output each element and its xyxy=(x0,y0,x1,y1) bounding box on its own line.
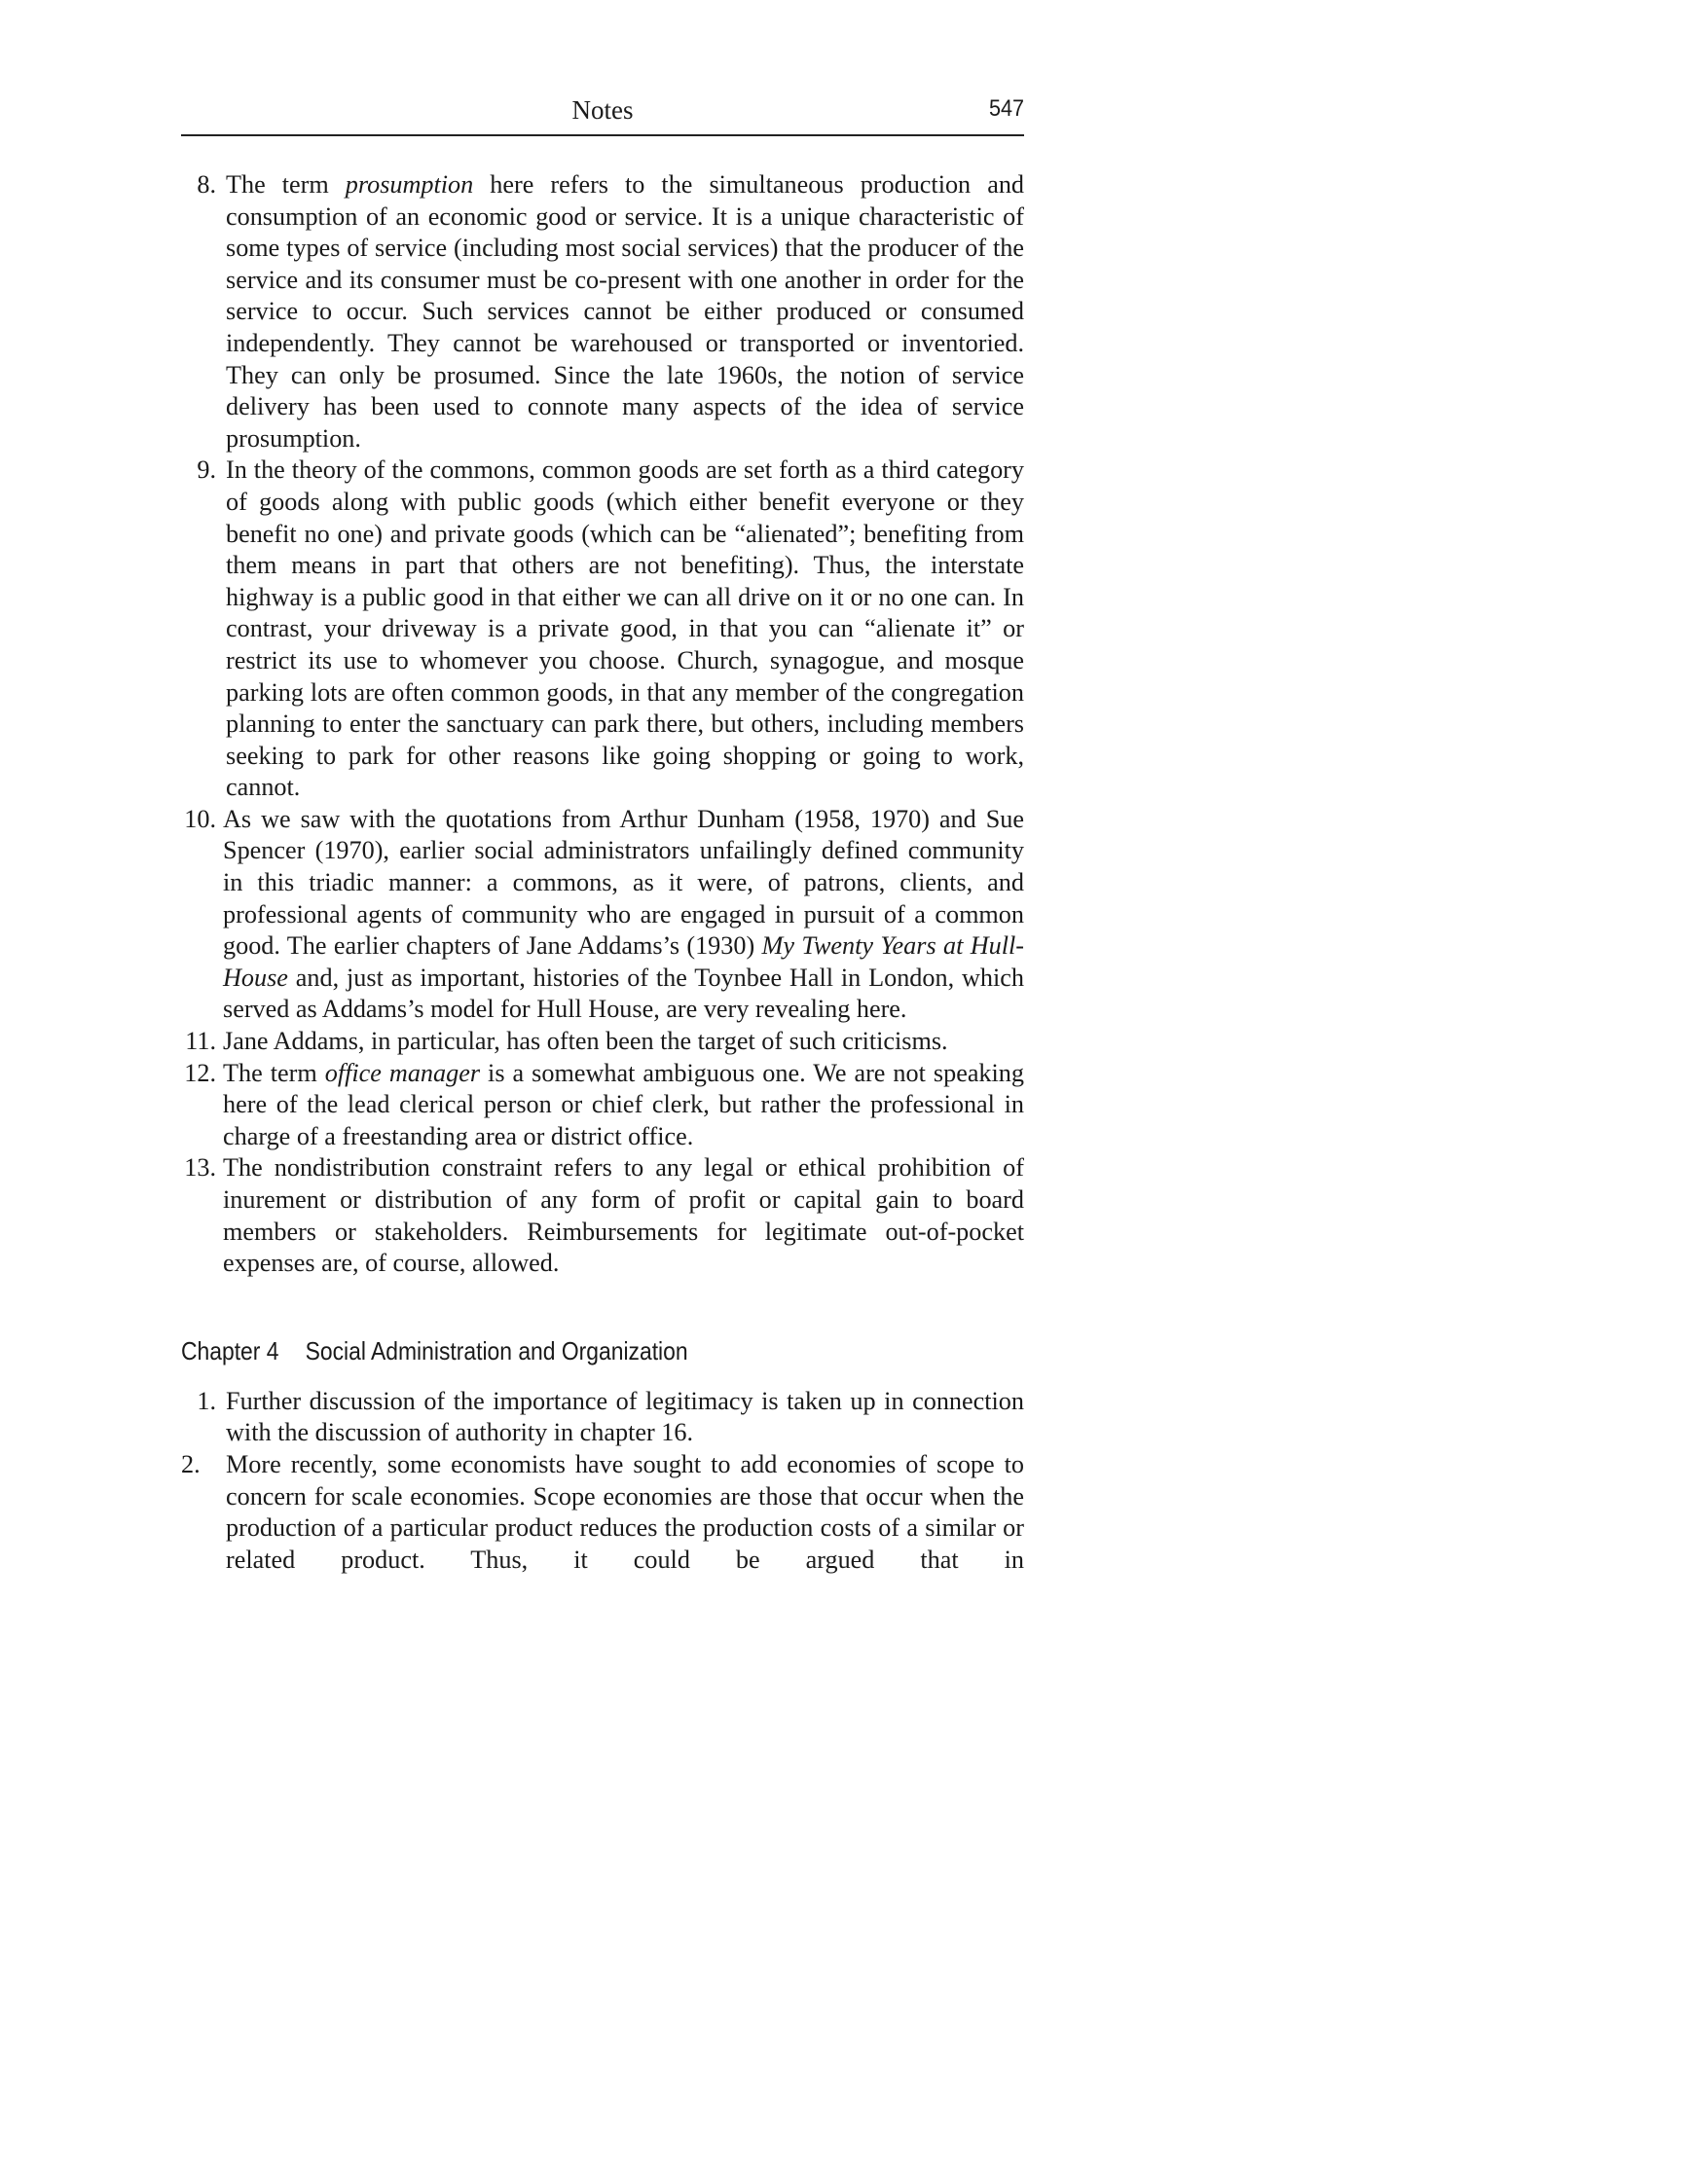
footnote-text xyxy=(226,170,1024,453)
footnote-number: 1. xyxy=(197,1386,216,1415)
page-number: 547 xyxy=(988,95,1024,122)
chapter-number: Chapter 4 xyxy=(181,1335,279,1365)
footnote-number: 8. xyxy=(197,170,216,199)
notes-list-chapter-4 xyxy=(181,1386,1024,1577)
footnote xyxy=(181,1026,1024,1058)
footnote-number: 13. xyxy=(184,1153,216,1183)
footnote xyxy=(181,804,1024,1026)
chapter-heading xyxy=(181,1336,923,1366)
footnote-text xyxy=(226,1450,1024,1574)
text-run: Jane Addams, in particular, has often been the target of such criticisms. xyxy=(223,1027,948,1056)
text-run: is a somewhat ambiguous one. We are not speaking here of the lead clerical person or chief clerk, but rather the professional in charge of a freestanding area or district office. xyxy=(223,1058,1024,1150)
italic-term: office manager xyxy=(324,1058,481,1087)
page xyxy=(181,93,1024,1576)
footnote xyxy=(181,169,1024,455)
text-run: The term xyxy=(223,1058,325,1087)
text-run: More recently, some economists have sought to add economies of scope to concern for scale economies. Scope economies are those that occur when the production of a particular product reduces the production costs of a similar or related product. Thus, it could be argued that in xyxy=(226,1449,1024,1574)
text-run: The nondistribution constraint refers to any legal or ethical prohibition of inurement or distribution of any form of profit or capital gain to board members or stakeholders. Reimbursements for legitimate out-of-pocket expenses are, of course, allowed. xyxy=(223,1153,1024,1278)
page-title: Notes xyxy=(571,95,634,125)
footnote-text xyxy=(223,1027,948,1055)
text-run: In the theory of the commons, common goods are set forth as a third category of goods along with public goods (which either benefit everyone or they benefit no one) and private goods (which can be “alienated”; benefiting from them means in part that others are not benefiting). Thus, the interstate highway is a public good in that either we can all drive on it or no one can. In contrast, your driveway is a private good, in that you can “alienate it” or restrict its use to whomever you choose. Church, synagogue, and mosque parking lots are often common goods, in that any member of the congregation planning to enter the sanctuary can park there, but others, including members seeking to park for other reasons like going shopping or going to work, cannot. xyxy=(226,455,1024,802)
footnote xyxy=(181,1152,1024,1279)
italic-term: My Twenty Years at Hull-House xyxy=(223,931,1024,992)
footnote xyxy=(181,455,1024,804)
text-run: and, just as important, histories of the Toynbee Hall in London, which served as Addams’s model for Hull House, are very revealing here. xyxy=(223,963,1024,1024)
footnote-number: 12. xyxy=(184,1058,216,1087)
footnote-text xyxy=(223,805,1024,1024)
text-run: As we saw with the quotations from Arthur Dunham (1958, 1970) and Sue Spencer (1970), earlier social administrators unfailingly defined community in this triadic manner: a commons, as it were, of patrons, clients, and professional agents of community who are engaged in pursuit of a common good. The earlier chapters of Jane Addams’s (1930) xyxy=(223,804,1024,961)
footnote xyxy=(181,1058,1024,1153)
notes-list-chapter-3 xyxy=(181,169,1024,1280)
footnote xyxy=(181,1386,1024,1449)
footnote-text xyxy=(226,455,1024,801)
footnote-number: 10. xyxy=(184,804,216,833)
chapter-title: Social Administration and Organization xyxy=(305,1335,688,1365)
footnote-number: 2. xyxy=(181,1449,201,1478)
footnote-number: 11. xyxy=(185,1027,216,1056)
running-head xyxy=(181,93,1024,136)
text-run: The term xyxy=(226,170,346,199)
footnote xyxy=(181,1449,1024,1576)
text-run: here refers to the simultaneous production and consumption of an economic good or service. It is a unique characteristic of some types of service (including most social services) that the producer of the service and its consumer must be co-present with one another in order for the service to occur. Such services cannot be either produced or consumed independently. They cannot be warehoused or transported or inventoried. They can only be prosumed. Since the late 1960s, the notion of service delivery has been used to connote many aspects of the idea of service prosumption. xyxy=(226,170,1025,453)
footnote-text xyxy=(223,1059,1024,1150)
italic-term: prosumption xyxy=(345,170,474,199)
footnote-number: 9. xyxy=(197,455,216,485)
footnote-text xyxy=(226,1387,1024,1447)
footnote-text xyxy=(223,1153,1024,1277)
text-run: Further discussion of the importance of legitimacy is taken up in connection with the discussion of authority in chapter 16. xyxy=(226,1386,1024,1447)
